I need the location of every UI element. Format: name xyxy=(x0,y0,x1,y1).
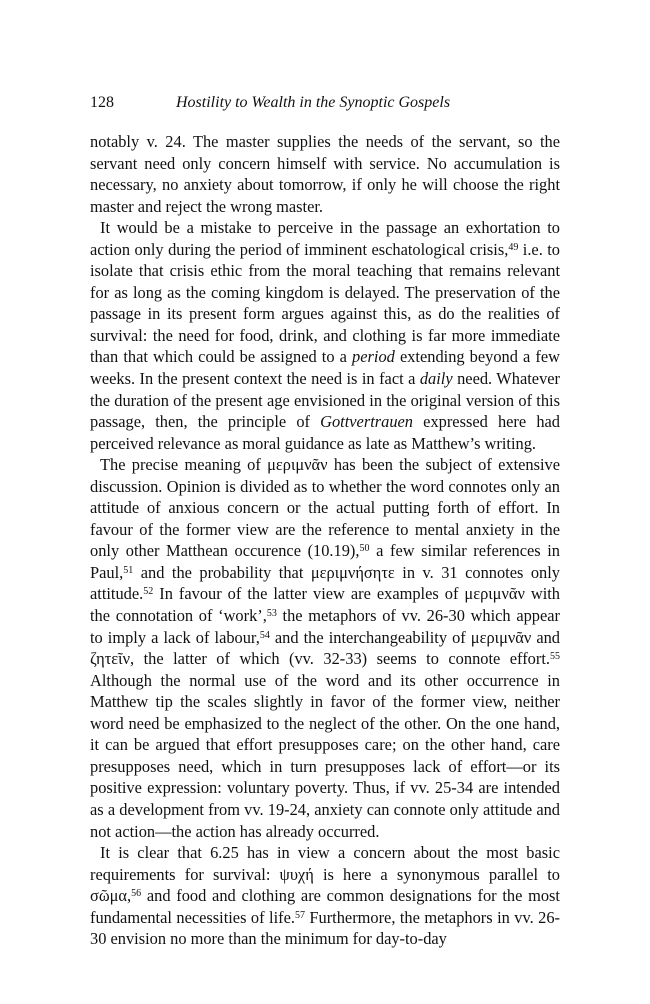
footnote-ref: 51 xyxy=(123,564,134,576)
text-run: need. Whatever the duration of the present age envisioned in the original version of this passage, then, the principle of xyxy=(90,369,560,432)
footnote-ref: 56 xyxy=(131,888,142,900)
text-run: a few similar references in Paul, xyxy=(90,541,560,582)
text-run: Although the normal use of the word and its other occurrence in Matthew tip the scales slightly in favor of the former view, neither word need be emphasized to the neglect of the other. On the one hand, it can be argued that effort presupposes care; on the other hand, care presupposes need, which in turn presupposes lack of effort—or its positive expression: voluntary poverty. Thus, if vv. 25-34 are intended as a development from vv. 19-24, anxiety can connote only attitude and not action—the action has already occurred. xyxy=(90,670,560,841)
text-run: The precise meaning of μεριμνᾶν has been the subject of extensive discussion. Opinion is divided as to whether the word connotes only an attitude of anxious concern or the actual putting forth of effort. In favour of the former view are the reference to mental anxiety in the only other Matthean occurence (10.19), xyxy=(90,455,560,561)
text-run: It would be a mistake to perceive in the passage an exhortation to action only during the period of imminent eschatological crisis, xyxy=(90,218,560,259)
italic-text: Gottvertrauen xyxy=(320,412,414,432)
paragraph xyxy=(90,131,560,217)
text-run: and the probability that μεριμνήσητε in v. 31 connotes only attitude. xyxy=(90,562,560,604)
footnote-ref: 57 xyxy=(294,909,305,921)
text-run: expressed here had perceived relevance as moral guidance as late as Matthew’s writing. xyxy=(90,412,560,453)
text-run: notably v. 24. The master supplies the needs of the servant, so the servant need only concern himself with service. No accumulation is necessary, no anxiety about tomorrow, if only he will choose the right master and reject the wrong master. xyxy=(90,132,560,216)
text-run: It is clear that 6.25 has in view a concern about the most basic requirements for survival: ψυχή is here a synonymous parallel to σῶμα, xyxy=(90,843,560,906)
text-run: i.e. to isolate that crisis ethic from the moral teaching that remains relevant for as long as the coming kingdom is delayed. The preservation of the passage in its present form argues against this, as do the realities of survival: the need for food, drink, and clothing is far more immediate than that which could be assigned to a xyxy=(90,239,560,367)
text-run: In favour of the latter view are examples of μεριμνᾶν with the connotation of ‘work’, xyxy=(90,584,560,626)
page-number: 128 xyxy=(90,94,114,111)
footnote-ref: 50 xyxy=(359,543,370,555)
italic-text: period xyxy=(352,347,395,367)
italic-text: daily xyxy=(419,369,453,389)
paragraph xyxy=(90,454,560,842)
text-run: the metaphors of vv. 26-30 which appear to imply a lack of labour, xyxy=(90,606,560,647)
footnote-ref: 55 xyxy=(550,651,560,663)
footnote-ref: 52 xyxy=(143,586,154,598)
text-run: and food and clothing are common designations for the most fundamental necessities of life. xyxy=(90,886,560,927)
paragraph xyxy=(90,217,560,454)
body-text xyxy=(90,131,560,950)
text-run: extending beyond a few weeks. In the present context the need is in fact a xyxy=(90,347,560,389)
footnote-ref: 49 xyxy=(508,241,519,253)
footnote-ref: 54 xyxy=(259,629,270,641)
running-title: Hostility to Wealth in the Synoptic Gospels xyxy=(176,94,451,111)
text-run: Furthermore, the metaphors in vv. 26-30 envision no more than the minimum for day-to-day xyxy=(90,907,560,949)
footnote-ref: 53 xyxy=(266,608,277,620)
paragraph xyxy=(90,842,560,950)
text-run: and the interchangeability of μεριμνᾶν and ζητεῖν, the latter of which (vv. 32-33) seems to connote effort. xyxy=(90,627,560,669)
running-header xyxy=(90,92,560,114)
